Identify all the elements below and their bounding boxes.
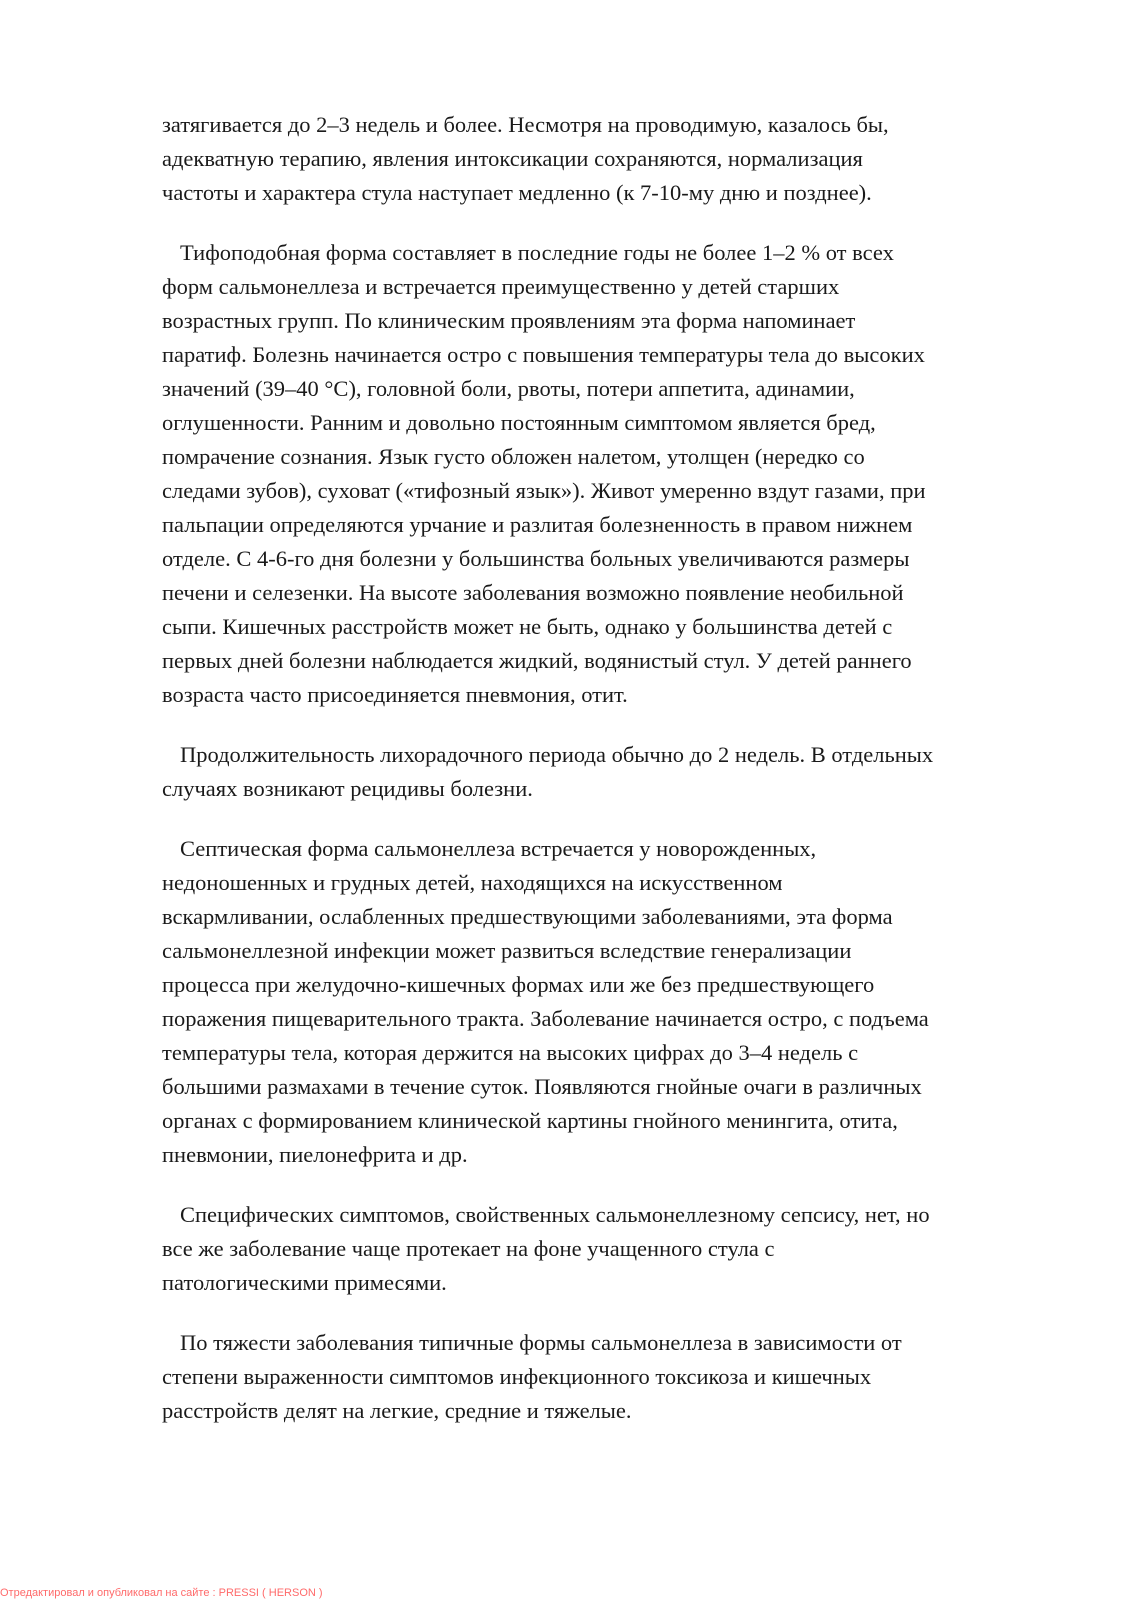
text-line: адекватную терапию, явления интоксикации сохраняются, нормализация [162,146,863,171]
text-line: помрачение сознания. Язык густо обложен налетом, утолщен (нередко со [162,444,865,469]
text-line: Септическая форма сальмонеллеза встречается у новорожденных, [180,836,817,861]
text-line: следами зубов), суховат («тифозный язык»). Живот умеренно вздут газами, при [162,478,926,503]
text-line: степени выраженности симптомов инфекционного токсикоза и кишечных [162,1364,872,1389]
text-line: расстройств делят на легкие, средние и тяжелые. [162,1398,632,1423]
paragraph-4 [162,832,1062,1172]
text-line: возрастных групп. По клиническим проявлениям эта форма напоминает [162,308,856,333]
paragraph-1 [162,108,1062,210]
paragraph-6 [162,1326,1062,1428]
text-line: вскармливании, ослабленных предшествующими заболеваниями, эта форма [162,904,893,929]
text-line: печени и селезенки. На высоте заболевания возможно появление необильной [162,580,904,605]
text-line: первых дней болезни наблюдается жидкий, водянистый стул. У детей раннего [162,648,912,673]
text-line: патологическими примесями. [162,1270,447,1295]
text-line: температуры тела, которая держится на высоких цифрах до 3–4 недель с [162,1040,859,1065]
publisher-footer: Отредактировал и опубликовал на сайте : PRESSI ( HERSON ) [0,1587,323,1599]
text-line: затягивается до 2–3 недель и более. Несмотря на проводимую, казалось бы, [162,112,889,137]
text-line: сыпи. Кишечных расстройств может не быть, однако у большинства детей с [162,614,893,639]
text-line: процесса при желудочно-кишечных формах или же без предшествующего [162,972,875,997]
paragraph-3 [162,738,1062,806]
paragraph-5 [162,1198,1062,1300]
paragraph-2 [162,236,1062,712]
text-line: поражения пищеварительного тракта. Заболевание начинается остро, с подъема [162,1006,929,1031]
text-line: большими размахами в течение суток. Появляются гнойные очаги в различных [162,1074,922,1099]
text-line: недоношенных и грудных детей, находящихся на искусственном [162,870,783,895]
text-line: паратиф. Болезнь начинается остро с повышения температуры тела до высоких [162,342,925,367]
text-line: сальмонеллезной инфекции может развиться вследствие генерализации [162,938,852,963]
text-line: По тяжести заболевания типичные формы сальмонеллеза в зависимости от [180,1330,902,1355]
text-line: частоты и характера стула наступает медленно (к 7-10-му дню и позднее). [162,180,872,205]
text-line: все же заболевание чаще протекает на фоне учащенного стула с [162,1236,775,1261]
text-line: возраста часто присоединяется пневмония, отит. [162,682,628,707]
text-line: оглушенности. Ранним и довольно постоянным симптомом является бред, [162,410,876,435]
text-line: отделе. С 4-6-го дня болезни у большинства больных увеличиваются размеры [162,546,910,571]
document-body [162,108,1062,1454]
text-line: пальпации определяются урчание и разлитая болезненность в правом нижнем [162,512,913,537]
text-line: случаях возникают рецидивы болезни. [162,776,533,801]
text-line: значений (39–40 °С), головной боли, рвоты, потери аппетита, адинамии, [162,376,855,401]
text-line: Продолжительность лихорадочного периода обычно до 2 недель. В отдельных [180,742,934,767]
text-line: Специфических симптомов, свойственных сальмонеллезному сепсису, нет, но [180,1202,930,1227]
text-line: форм сальмонеллеза и встречается преимущественно у детей старших [162,274,840,299]
text-line: органах с формированием клинической картины гнойного менингита, отита, [162,1108,898,1133]
text-line: Тифоподобная форма составляет в последние годы не более 1–2 % от всех [180,240,894,265]
text-line: пневмонии, пиелонефрита и др. [162,1142,468,1167]
